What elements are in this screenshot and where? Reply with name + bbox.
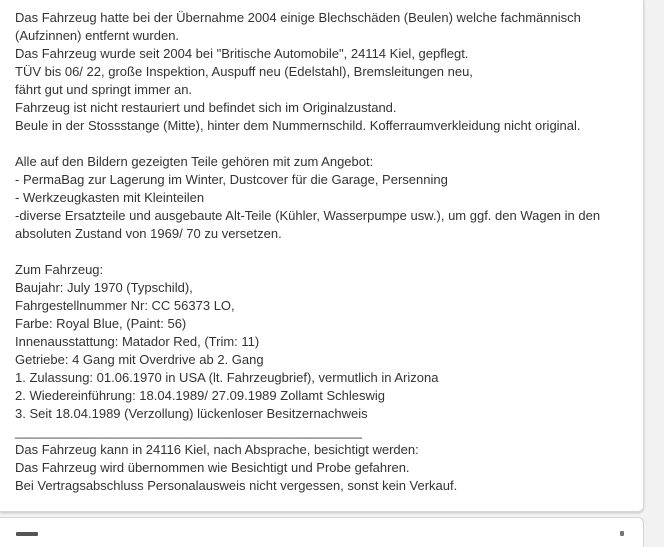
description-line: Bei Vertragsabschluss Personalausweis nicht vergessen, sonst kein Verkauf.	[15, 478, 458, 493]
description-line: Alle auf den Bildern gezeigten Teile gehören mit zum Angebot:	[15, 154, 374, 169]
description-line: Fahrzeug ist nicht restauriert und befindet sich im Originalzustand.	[15, 100, 397, 115]
description-line: 2. Wiedereinführung: 18.04.1989/ 27.09.1989 Zollamt Schleswig	[15, 388, 386, 403]
description-line: fährt gut und springt immer an.	[15, 82, 193, 97]
description-line: Das Fahrzeug wurde seit 2004 bei "Britische Automobile", 24114 Kiel, gepflegt.	[15, 46, 469, 61]
description-line: - PermaBag zur Lagerung im Winter, Dustcover für die Garage, Persenning	[15, 172, 448, 187]
blank-line	[15, 135, 637, 153]
description-line: Das Fahrzeug wird übernommen wie Besichtigt und Probe gefahren.	[15, 460, 410, 475]
description-line: - Werkzeugkasten mit Kleinteilen	[15, 190, 205, 205]
description-line: Farbe: Royal Blue, (Paint: 56)	[15, 316, 187, 331]
description-line: -diverse Ersatzteile und ausgebaute Alt-Teile (Kühler, Wasserpumpe usw.), um ggf. den Wagen in den absoluten Zustand von 1969/ 70 zu versetzen.	[15, 208, 601, 241]
description-line: Innenausstattung: Matador Red, (Trim: 11)	[15, 334, 260, 349]
blank-line	[15, 243, 637, 261]
description-line: Fahrgestellnummer Nr: CC 56373 LO,	[15, 298, 235, 313]
next-section-heading-fragment	[16, 532, 38, 536]
description-line: Getriebe: 4 Gang mit Overdrive ab 2. Gang	[15, 352, 264, 367]
description-line: ________________________________________________	[15, 424, 363, 439]
description-line: Beule in der Stossstange (Mitte), hinter dem Nummernschild. Kofferraumverkleidung nicht original.	[15, 118, 581, 133]
item-description-text	[15, 9, 637, 495]
description-line: Das Fahrzeug hatte bei der Übernahme 2004 einige Blechschäden (Beulen) welche fachmännisch (Aufzinnen) entfernt wurden.	[15, 10, 581, 43]
description-line: 3. Seit 18.04.1989 (Verzollung) lückenloser Besitzernachweis	[15, 406, 368, 421]
description-line: 1. Zulassung: 01.06.1970 in USA (lt. Fahrzeugbrief), vermutlich in Arizona	[15, 370, 439, 385]
next-section-card	[0, 517, 644, 547]
description-line: Zum Fahrzeug:	[15, 262, 104, 277]
description-line: Baujahr: July 1970 (Typschild),	[15, 280, 193, 295]
description-line: TÜV bis 06/ 22, große Inspektion, Auspuff neu (Edelstahl), Bremsleitungen neu,	[15, 64, 473, 79]
description-line: Das Fahrzeug kann in 24116 Kiel, nach Absprache, besichtigt werden:	[15, 442, 419, 457]
